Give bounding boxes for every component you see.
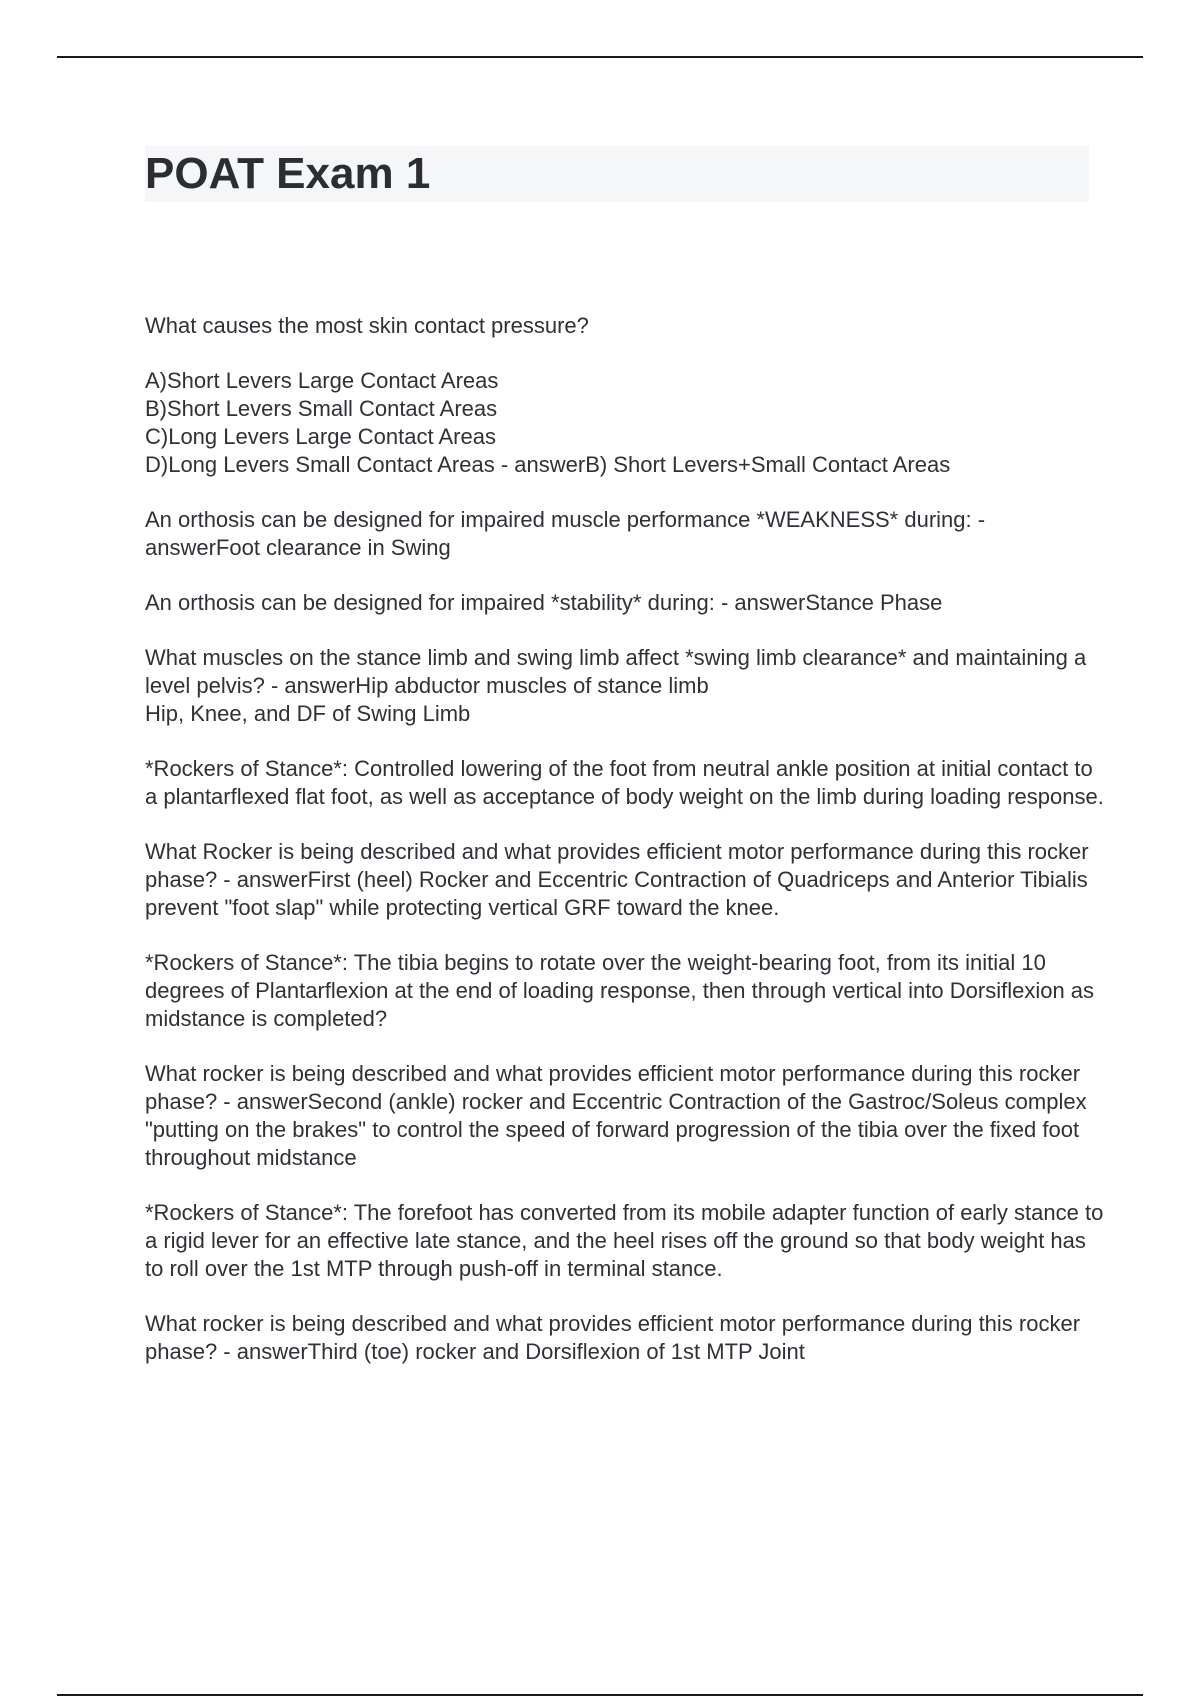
qa-item: *Rockers of Stance*: The forefoot has converted from its mobile adapter function of early stance to a rigid lever for an effective late stance, and the heel rises off the ground so that body weight has to roll over the 1st MTP through push-off in terminal stance. <box>145 1200 1104 1281</box>
question-text: What causes the most skin contact pressure? <box>145 313 589 338</box>
qa-item: What rocker is being described and what provides efficient motor performance during this rocker phase? - answerThird (toe) rocker and Dorsiflexion of 1st MTP Joint <box>145 1311 1081 1364</box>
qa-item: A)Short Levers Large Contact Areas B)Short Levers Small Contact Areas C)Long Levers Large Contact Areas D)Long Levers Small Contact Areas - answerB) Short Levers+Small Contact Areas <box>145 368 951 477</box>
qa-item: An orthosis can be designed for impaired *stability* during: - answerStance Phase <box>145 590 943 615</box>
header-divider <box>57 56 1143 58</box>
qa-item: What rocker is being described and what provides efficient motor performance during this rocker phase? - answerSecond (ankle) rocker and Eccentric Contraction of the Gastroc/Soleus complex "putting on the brakes" to control the speed of forward progression of the tibia over the fixed foot throughout midstance <box>145 1061 1087 1170</box>
document-body <box>145 312 1105 1393</box>
qa-item: What muscles on the stance limb and swing limb affect *swing limb clearance* and maintaining a level pelvis? - answerHip abductor muscles of stance limb Hip, Knee, and DF of Swing Limb <box>145 645 1087 726</box>
qa-item: What Rocker is being described and what provides efficient motor performance during this rocker phase? - answerFirst (heel) Rocker and Eccentric Contraction of Quadriceps and Anterior Tibialis prevent "foot slap" while protecting vertical GRF toward the knee. <box>145 839 1089 920</box>
qa-item: An orthosis can be designed for impaired muscle performance *WEAKNESS* during: - answerFoot clearance in Swing <box>145 507 986 560</box>
qa-item: *Rockers of Stance*: The tibia begins to rotate over the weight-bearing foot, from its initial 10 degrees of Plantarflexion at the end of loading response, then through vertical into Dorsiflexion as midstance is completed? <box>145 950 1095 1031</box>
qa-item: *Rockers of Stance*: Controlled lowering of the foot from neutral ankle position at initial contact to a plantarflexed flat foot, as well as acceptance of body weight on the limb during loading response. <box>145 756 1104 809</box>
page-title: POAT Exam 1 <box>145 149 431 198</box>
footer-divider <box>57 1694 1143 1696</box>
